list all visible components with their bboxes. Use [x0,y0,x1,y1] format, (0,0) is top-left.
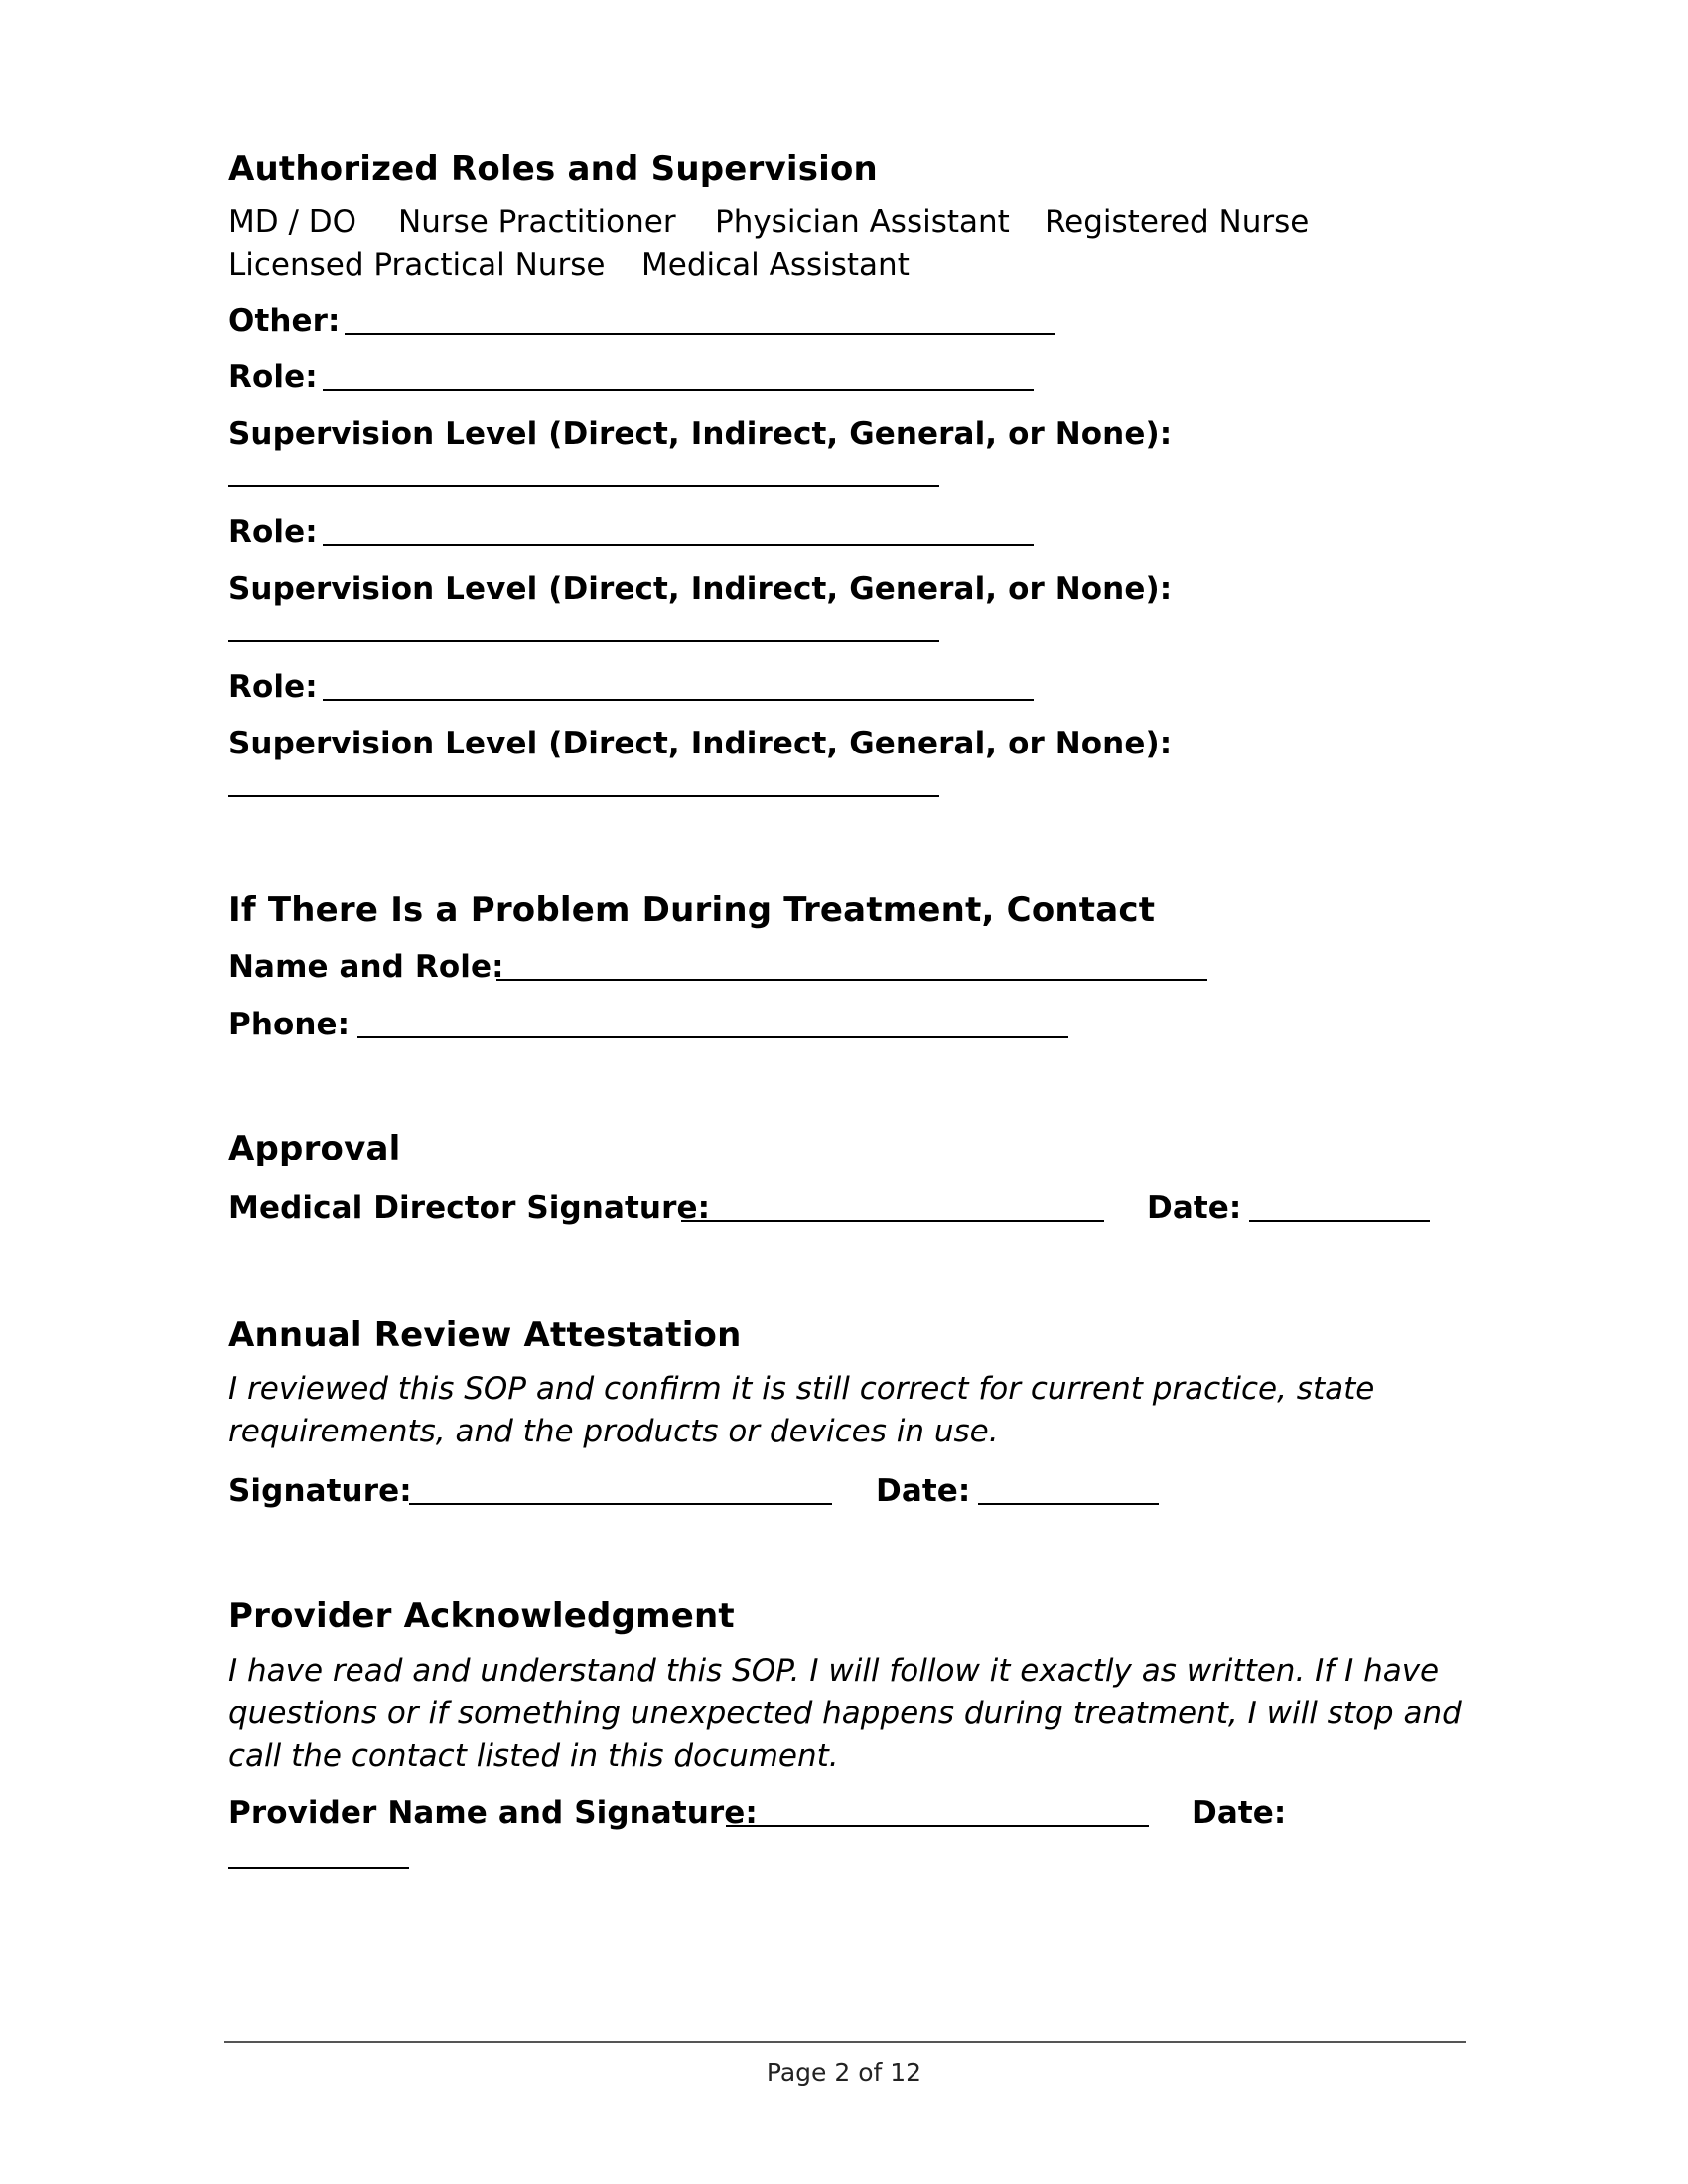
supervision-label-2: Supervision Level (Direct, Indirect, General, or None): [228,571,1173,607]
role-option-registered-nurse: Registered Nurse [1045,205,1310,240]
supervision-blank-1[interactable] [228,485,939,487]
role-option-md-do: MD / DO [228,205,357,240]
other-label: Other: [228,303,341,339]
footer-divider [224,2041,1466,2043]
supervision-blank-3[interactable] [228,795,939,797]
role-label-1: Role: [228,359,318,395]
role-blank-3[interactable] [323,699,1034,701]
annual-review-statement-line-2: requirements, and the products or devices in use. [228,1414,999,1449]
provider-date-label: Date: [1192,1795,1287,1831]
problem-contact-heading: If There Is a Problem During Treatment, Contact [228,890,1156,930]
acknowledgment-statement-line-2: questions or if something unexpected happens during treatment, I will stop and [228,1696,1462,1731]
supervision-label-3: Supervision Level (Direct, Indirect, General, or None): [228,726,1173,761]
phone-label: Phone: [228,1007,351,1042]
other-blank[interactable] [345,333,1055,335]
name-role-blank[interactable] [496,979,1207,981]
annual-review-date-blank[interactable] [978,1503,1159,1505]
provider-signature-blank[interactable] [726,1825,1149,1827]
medical-director-signature-label: Medical Director Signature: [228,1190,711,1226]
annual-review-heading: Annual Review Attestation [228,1315,742,1355]
provider-date-blank[interactable] [228,1867,409,1869]
page-number: Page 2 of 12 [766,2058,922,2087]
phone-blank[interactable] [357,1036,1068,1038]
medical-director-signature-blank[interactable] [681,1220,1104,1222]
provider-signature-label: Provider Name and Signature: [228,1795,758,1831]
acknowledgment-statement-line-1: I have read and understand this SOP. I will follow it exactly as written. If I have [228,1653,1440,1689]
role-option-licensed-practical-nurse: Licensed Practical Nurse [228,247,606,283]
supervision-blank-2[interactable] [228,640,939,642]
role-blank-1[interactable] [323,389,1034,391]
role-label-2: Role: [228,514,318,550]
role-option-physician-assistant: Physician Assistant [715,205,1010,240]
approval-date-label: Date: [1147,1190,1242,1226]
role-option-medical-assistant: Medical Assistant [641,247,910,283]
acknowledgment-statement-line-3: call the contact listed in this document. [228,1738,839,1774]
provider-acknowledgment-heading: Provider Acknowledgment [228,1596,735,1636]
approval-heading: Approval [228,1129,401,1168]
annual-review-signature-blank[interactable] [409,1503,832,1505]
roles-heading: Authorized Roles and Supervision [228,149,878,189]
annual-review-signature-label: Signature: [228,1473,412,1509]
name-role-label: Name and Role: [228,949,504,985]
role-blank-2[interactable] [323,544,1034,546]
annual-review-date-label: Date: [876,1473,971,1509]
supervision-label-1: Supervision Level (Direct, Indirect, General, or None): [228,416,1173,452]
role-label-3: Role: [228,669,318,705]
role-option-nurse-practitioner: Nurse Practitioner [398,205,676,240]
annual-review-statement-line-1: I reviewed this SOP and confirm it is still correct for current practice, state [228,1371,1375,1407]
approval-date-blank[interactable] [1249,1220,1430,1222]
